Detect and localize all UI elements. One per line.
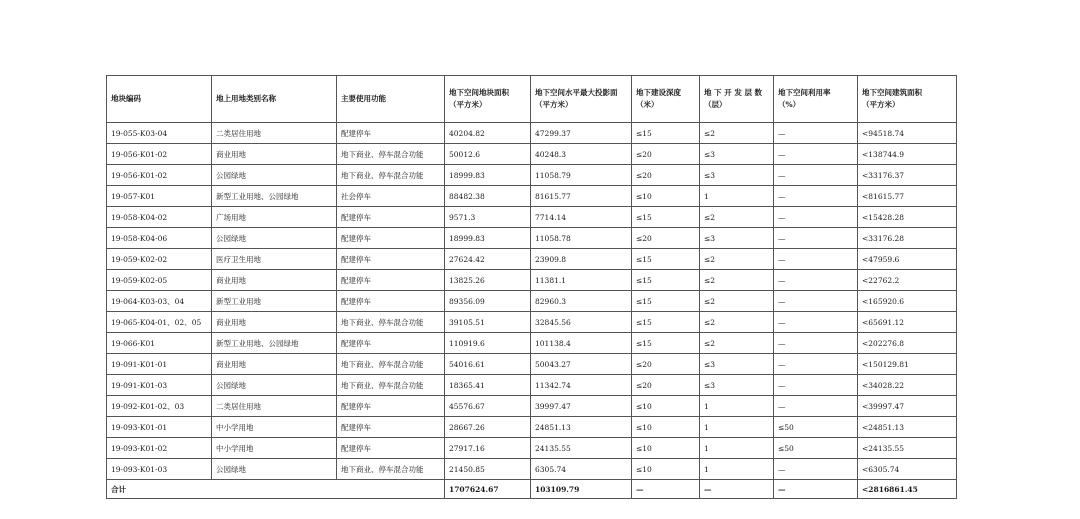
column-header-title: 地上用地类别名称 xyxy=(216,94,276,103)
table-cell: 19-064-K03-03、04 xyxy=(107,291,212,312)
table-cell: 配建停车 xyxy=(337,207,445,228)
table-row xyxy=(107,375,957,396)
column-header-unit: （平方米） xyxy=(449,100,487,109)
table-cell: 中小学用地 xyxy=(212,417,337,438)
table-cell: ≤3 xyxy=(700,165,774,186)
table-cell: 配建停车 xyxy=(337,270,445,291)
table-row xyxy=(107,123,957,144)
table-cell: ≤50 xyxy=(774,438,858,459)
table-cell: 110919.6 xyxy=(445,333,531,354)
table-cell: 19-066-K01 xyxy=(107,333,212,354)
table-cell: 7714.14 xyxy=(531,207,632,228)
table-cell: <15428.28 xyxy=(858,207,957,228)
table-cell: 11058.78 xyxy=(531,228,632,249)
table-cell: — xyxy=(774,354,858,375)
table-header xyxy=(107,76,957,123)
table-cell: ≤10 xyxy=(632,459,700,480)
column-header xyxy=(107,76,212,123)
table-cell: 商业用地 xyxy=(212,312,337,333)
table-cell: 中小学用地 xyxy=(212,438,337,459)
total-area: 1707624.67 xyxy=(445,480,531,499)
column-header-unit: （层） xyxy=(704,100,727,109)
table-cell: 地下商业、停车混合功能 xyxy=(337,312,445,333)
table-cell: — xyxy=(774,459,858,480)
column-header-unit: （米） xyxy=(636,100,659,109)
table-cell: ≤20 xyxy=(632,144,700,165)
table-row xyxy=(107,354,957,375)
table-cell: 19-091-K01-03 xyxy=(107,375,212,396)
table-cell: ≤15 xyxy=(632,291,700,312)
table-cell: 配建停车 xyxy=(337,333,445,354)
land-use-table xyxy=(106,75,957,499)
table-cell: 28667.26 xyxy=(445,417,531,438)
table-cell: 配建停车 xyxy=(337,438,445,459)
table-cell: 新型工业用地 xyxy=(212,291,337,312)
table-cell: <94518.74 xyxy=(858,123,957,144)
table-row xyxy=(107,396,957,417)
table-footer xyxy=(107,480,957,499)
header-row xyxy=(107,76,957,123)
table-cell: ≤20 xyxy=(632,228,700,249)
table-cell: 配建停车 xyxy=(337,291,445,312)
table-cell: 公园绿地 xyxy=(212,375,337,396)
table-cell: — xyxy=(774,396,858,417)
table-cell: <24135.55 xyxy=(858,438,957,459)
table-cell: ≤2 xyxy=(700,270,774,291)
table-cell: ≤2 xyxy=(700,333,774,354)
table-cell: ≤15 xyxy=(632,312,700,333)
table-cell: ≤20 xyxy=(632,354,700,375)
table-cell: 公园绿地 xyxy=(212,165,337,186)
table-cell: <6305.74 xyxy=(858,459,957,480)
table-cell: — xyxy=(774,270,858,291)
table-cell: 医疗卫生用地 xyxy=(212,249,337,270)
table-cell: <202276.8 xyxy=(858,333,957,354)
table-cell: 19-056-K01-02 xyxy=(107,144,212,165)
table-cell: 商业用地 xyxy=(212,354,337,375)
table-cell: 1 xyxy=(700,186,774,207)
table-cell: <138744.9 xyxy=(858,144,957,165)
column-header-title: 地下空间建筑面积 xyxy=(862,88,922,97)
table-cell: ≤3 xyxy=(700,228,774,249)
table-cell: 19-059-K02-05 xyxy=(107,270,212,291)
total-projection: 103109.79 xyxy=(531,480,632,499)
table-cell: ≤10 xyxy=(632,438,700,459)
table-cell: 商业用地 xyxy=(212,144,337,165)
table-cell: 地下商业、停车混合功能 xyxy=(337,354,445,375)
table-row xyxy=(107,249,957,270)
table-cell: 二类居住用地 xyxy=(212,123,337,144)
table-cell: 19-092-K01-02、03 xyxy=(107,396,212,417)
table-cell: 32845.56 xyxy=(531,312,632,333)
table-cell: 39997.47 xyxy=(531,396,632,417)
table-cell: 新型工业用地、公园绿地 xyxy=(212,333,337,354)
table-cell: 27624.42 xyxy=(445,249,531,270)
table-cell: ≤2 xyxy=(700,249,774,270)
table-cell: <39997.47 xyxy=(858,396,957,417)
table-cell: 19-065-K04-01、02、05 xyxy=(107,312,212,333)
total-ratio: — xyxy=(774,480,858,499)
table-row xyxy=(107,270,957,291)
column-header xyxy=(858,76,957,123)
table-cell: 1 xyxy=(700,438,774,459)
total-building-area: <2816861.45 xyxy=(858,480,957,499)
column-header-unit: （平方米） xyxy=(862,100,900,109)
table-cell: 11058.79 xyxy=(531,165,632,186)
table-row xyxy=(107,291,957,312)
table-cell: 19-056-K01-02 xyxy=(107,165,212,186)
table-row xyxy=(107,312,957,333)
table-cell: 1 xyxy=(700,396,774,417)
table-cell: 23909.8 xyxy=(531,249,632,270)
column-header xyxy=(445,76,531,123)
table-cell: ≤20 xyxy=(632,375,700,396)
table-cell: ≤2 xyxy=(700,291,774,312)
table-cell: <81615.77 xyxy=(858,186,957,207)
table-cell: ≤3 xyxy=(700,144,774,165)
table-cell: 24851.13 xyxy=(531,417,632,438)
table-cell: — xyxy=(774,375,858,396)
table-cell: — xyxy=(774,186,858,207)
column-header xyxy=(337,76,445,123)
table-cell: 19-058-K04-06 xyxy=(107,228,212,249)
table-cell: 配建停车 xyxy=(337,396,445,417)
table-cell: 19-093-K01-02 xyxy=(107,438,212,459)
table-body xyxy=(107,123,957,480)
table-cell: ≤10 xyxy=(632,417,700,438)
table-cell: 地下商业、停车混合功能 xyxy=(337,375,445,396)
table-cell: <165920.6 xyxy=(858,291,957,312)
table-cell: 11342.74 xyxy=(531,375,632,396)
table-row xyxy=(107,186,957,207)
table-cell: <33176.28 xyxy=(858,228,957,249)
table-cell: 101138.4 xyxy=(531,333,632,354)
total-label: 合计 xyxy=(107,480,445,499)
table-cell: 88482.38 xyxy=(445,186,531,207)
table-cell: ≤10 xyxy=(632,186,700,207)
table-cell: 社会停车 xyxy=(337,186,445,207)
table-cell: — xyxy=(774,228,858,249)
column-header xyxy=(212,76,337,123)
column-header-title: 主要使用功能 xyxy=(341,94,386,103)
table-cell: 19-093-K01-03 xyxy=(107,459,212,480)
table-cell: — xyxy=(774,144,858,165)
table-cell: 6305.74 xyxy=(531,459,632,480)
table-cell: ≤15 xyxy=(632,270,700,291)
table-cell: 45576.67 xyxy=(445,396,531,417)
table-row xyxy=(107,144,957,165)
table-cell: 50012.6 xyxy=(445,144,531,165)
table-cell: <24851.13 xyxy=(858,417,957,438)
column-header-unit: （%） xyxy=(778,100,801,109)
table-cell: 新型工业用地、公园绿地 xyxy=(212,186,337,207)
column-header-title: 地块编码 xyxy=(111,94,141,103)
table-cell: ≤15 xyxy=(632,333,700,354)
table-cell: <33176.37 xyxy=(858,165,957,186)
table-cell: 二类居住用地 xyxy=(212,396,337,417)
column-header-title: 地 下 开 发 层 数 xyxy=(704,88,763,97)
table-cell: — xyxy=(774,123,858,144)
table-row xyxy=(107,438,957,459)
table-row xyxy=(107,417,957,438)
table-row xyxy=(107,165,957,186)
table-cell: 地下商业、停车混合功能 xyxy=(337,144,445,165)
column-header-title: 地下建设深度 xyxy=(636,88,681,97)
table-cell: 1 xyxy=(700,417,774,438)
table-cell: <22762.2 xyxy=(858,270,957,291)
table-cell: 50043.27 xyxy=(531,354,632,375)
total-floors: — xyxy=(700,480,774,499)
table-cell: ≤20 xyxy=(632,165,700,186)
column-header-title: 地下空间地块面积 xyxy=(449,88,509,97)
table-cell: 40204.82 xyxy=(445,123,531,144)
table-cell: 82960.3 xyxy=(531,291,632,312)
table-cell: 27917.16 xyxy=(445,438,531,459)
table-cell: ≤2 xyxy=(700,207,774,228)
table-cell: 配建停车 xyxy=(337,249,445,270)
column-header-unit: （平方米） xyxy=(535,100,573,109)
table-cell: 商业用地 xyxy=(212,270,337,291)
total-row xyxy=(107,480,957,499)
column-header xyxy=(700,76,774,123)
table-cell: ≤10 xyxy=(632,396,700,417)
table-cell: 地下商业、停车混合功能 xyxy=(337,165,445,186)
table-cell: 19-058-K04-02 xyxy=(107,207,212,228)
table-cell: — xyxy=(774,312,858,333)
table-cell: 81615.77 xyxy=(531,186,632,207)
table-cell: <34028.22 xyxy=(858,375,957,396)
table-cell: ≤50 xyxy=(774,417,858,438)
table-cell: 公园绿地 xyxy=(212,459,337,480)
column-header-title: 地下空间水平最大投影面 xyxy=(535,88,618,97)
table-cell: 19-093-K01-01 xyxy=(107,417,212,438)
table-cell: 配建停车 xyxy=(337,123,445,144)
table-cell: — xyxy=(774,165,858,186)
table-cell: 19-059-K02-02 xyxy=(107,249,212,270)
table-cell: 19-091-K01-01 xyxy=(107,354,212,375)
table-cell: 54016.61 xyxy=(445,354,531,375)
table-cell: 19-057-K01 xyxy=(107,186,212,207)
table-row xyxy=(107,333,957,354)
table-cell: 89356.09 xyxy=(445,291,531,312)
table-cell: 21450.85 xyxy=(445,459,531,480)
table-cell: 18365.41 xyxy=(445,375,531,396)
column-header xyxy=(774,76,858,123)
table-cell: 地下商业、停车混合功能 xyxy=(337,459,445,480)
table-cell: — xyxy=(774,291,858,312)
table-row xyxy=(107,459,957,480)
table-cell: — xyxy=(774,333,858,354)
table-cell: <65691.12 xyxy=(858,312,957,333)
table-cell: 1 xyxy=(700,459,774,480)
column-header xyxy=(531,76,632,123)
table-cell: 40248.3 xyxy=(531,144,632,165)
table-cell: ≤15 xyxy=(632,123,700,144)
table-cell: 公园绿地 xyxy=(212,228,337,249)
table-cell: ≤3 xyxy=(700,354,774,375)
table-cell: 39105.51 xyxy=(445,312,531,333)
table-cell: 11381.1 xyxy=(531,270,632,291)
table-cell: 19-055-K03-04 xyxy=(107,123,212,144)
table-cell: ≤2 xyxy=(700,312,774,333)
column-header-title: 地下空间利用率 xyxy=(778,88,831,97)
table-cell: — xyxy=(774,207,858,228)
table-cell: 13825.26 xyxy=(445,270,531,291)
column-header xyxy=(632,76,700,123)
table-cell: <47959.6 xyxy=(858,249,957,270)
table-cell: <150129.81 xyxy=(858,354,957,375)
table-row xyxy=(107,228,957,249)
table-cell: ≤15 xyxy=(632,249,700,270)
table-cell: 广场用地 xyxy=(212,207,337,228)
table-cell: 24135.55 xyxy=(531,438,632,459)
table-row xyxy=(107,207,957,228)
table-cell: 配建停车 xyxy=(337,417,445,438)
total-depth: — xyxy=(632,480,700,499)
table-cell: 9571.3 xyxy=(445,207,531,228)
table-cell: 18999.83 xyxy=(445,165,531,186)
table-cell: 配建停车 xyxy=(337,228,445,249)
table-cell: 47299.37 xyxy=(531,123,632,144)
table-cell: ≤2 xyxy=(700,123,774,144)
table-cell: ≤15 xyxy=(632,207,700,228)
table-cell: — xyxy=(774,249,858,270)
table-cell: ≤3 xyxy=(700,375,774,396)
table-cell: 18999.83 xyxy=(445,228,531,249)
